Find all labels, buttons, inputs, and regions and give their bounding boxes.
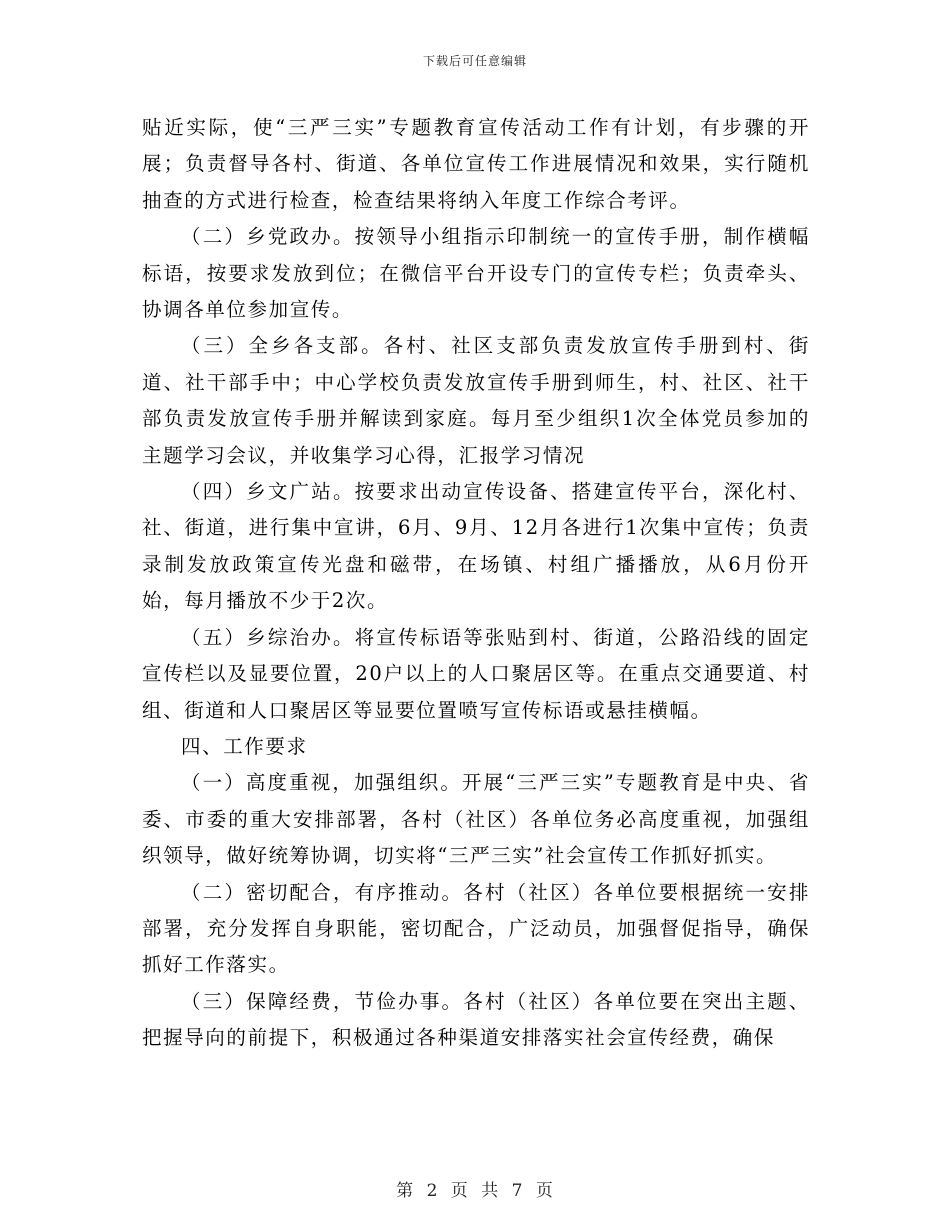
paragraph-party-office: （二）乡党政办。按领导小组指示印制统一的宣传手册，制作横幅标语，按要求发放到位；在微信平台开设专门的宣传专栏；负责牵头、协调各单位参加宣传。 bbox=[142, 225, 810, 322]
paragraph-branches: （三）全乡各支部。各村、社区支部负责发放宣传手册到村、街道、社干部手中；中心学校负责发放宣传手册到师生，村、社区、社干部负责发放宣传手册并解读到家庭。每月至少组织1次全体党员参加的主题学习会议，并收集学习心得，汇报学习情况 bbox=[142, 334, 810, 467]
paragraph-culture-station: （四）乡文广站。按要求出动宣传设备、搭建宣传平台，深化村、社、街道，进行集中宣讲，6月、9月、12月各进行1次集中宣传；负责录制发放政策宣传光盘和磁带，在场镇、村组广播播放，从6月份开始，每月播放不少于2次。 bbox=[142, 480, 810, 613]
paragraph-requirement-1: （一）高度重视，加强组织。开展“三严三实”专题教育是中央、省委、市委的重大安排部署，各村（社区）各单位务必高度重视，加强组织领导，做好统筹协调，切实将“三严三实”社会宣传工作抓好抓实。 bbox=[142, 771, 810, 868]
paragraph-requirement-3: （三）保障经费，节俭办事。各村（社区）各单位要在突出主题、把握导向的前提下，积极通过各种渠道安排落实社会宣传经费，确保 bbox=[142, 989, 810, 1050]
paragraph-requirement-2: （二）密切配合，有序推动。各村（社区）各单位要根据统一安排部署，充分发挥自身职能，密切配合，广泛动员，加强督促指导，确保抓好工作落实。 bbox=[142, 880, 810, 977]
section-heading-work-requirements: 四、工作要求 bbox=[181, 734, 308, 758]
paragraph-continued: 贴近实际，使“三严三实”专题教育宣传活动工作有计划，有步骤的开展；负责督导各村、街道、各单位宣传工作进展情况和效果，实行随机抽查的方式进行检查，检查结果将纳入年度工作综合考评。 bbox=[142, 116, 810, 212]
document-body bbox=[142, 110, 810, 1057]
paragraph-comprehensive-office: （五）乡综治办。将宣传标语等张贴到村、街道，公路沿线的固定宣传栏以及显要位置，20户以上的人口聚居区等。在重点交通要道、村组、街道和人口聚居区等显要位置喷写宣传标语或悬挂横幅。 bbox=[142, 625, 810, 722]
page-header-note: 下载后可任意编辑 bbox=[422, 54, 527, 68]
page-number: 第 2 页 共 7 页 bbox=[396, 1181, 554, 1201]
